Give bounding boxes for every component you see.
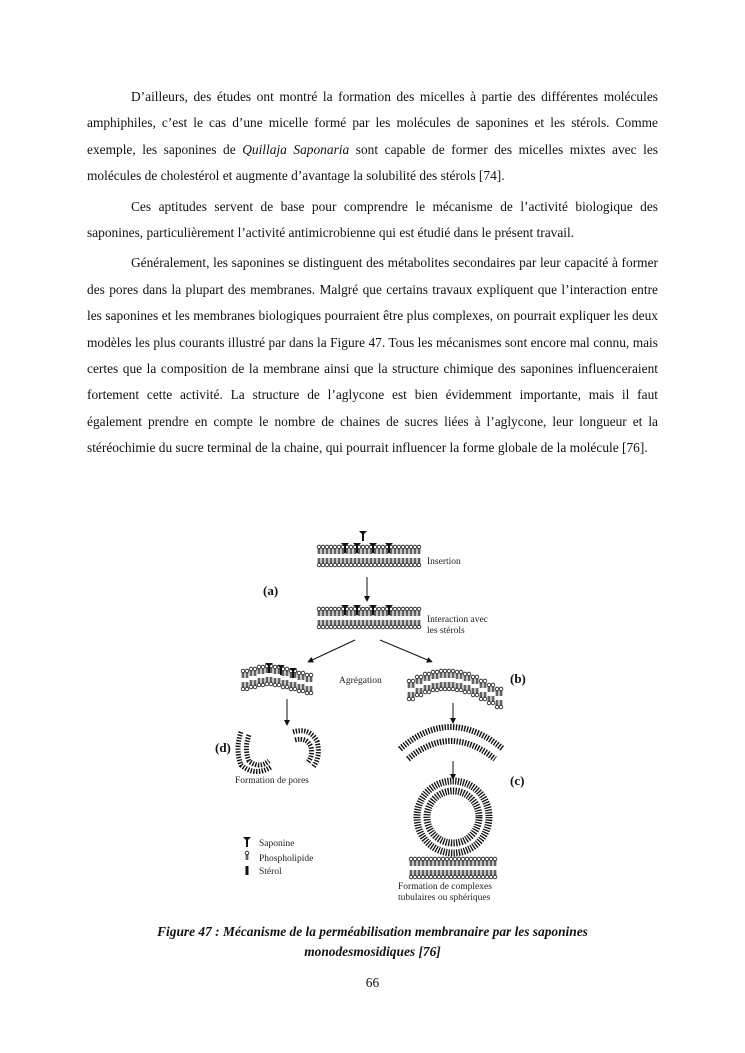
arrow-left xyxy=(310,640,355,661)
bilayer-aggregation xyxy=(241,663,313,695)
label-c: (c) xyxy=(510,773,525,788)
label-complexes-1: Formation de complexes xyxy=(398,882,492,892)
tubular-complex xyxy=(409,857,497,879)
legend xyxy=(243,837,313,877)
bilayer-bent xyxy=(400,727,503,759)
arrow-right xyxy=(380,640,430,661)
label-complexes-2: tubulaires ou sphériques xyxy=(398,893,491,903)
caption-line-2: monodesmosidiques [76] xyxy=(304,944,441,959)
paragraph-1-start: D’ailleurs, des études ont montré la formation des micelles à partie des différentes molécules amphiphiles, c’est le cas d’une micelle formé par les molécules de saponines et les stérols. Comme exemple, les saponines de xyxy=(87,89,658,157)
label-a: (a) xyxy=(263,583,279,598)
species-name: Quillaja Saponaria xyxy=(242,141,350,157)
caption-line-1: Figure 47 : Mécanisme de la perméabilisation membranaire par les saponines xyxy=(157,924,588,939)
page-number: 66 xyxy=(365,975,380,990)
phospholipide-icon xyxy=(245,851,249,860)
label-aggregation: Agrégation xyxy=(339,676,382,686)
saponine-icon xyxy=(243,837,251,847)
legend-sterol: Stérol xyxy=(259,867,282,877)
figure-47 xyxy=(205,527,535,907)
figure-caption xyxy=(87,922,658,962)
legend-saponine: Saponine xyxy=(259,839,295,849)
sterol-icon xyxy=(246,866,249,875)
label-d: (d) xyxy=(215,740,231,755)
body-text xyxy=(87,84,658,466)
label-insertion: Insertion xyxy=(427,557,461,567)
pore-formation xyxy=(238,731,318,772)
spherical-complex xyxy=(417,781,489,853)
label-interaction-1: Interaction avec xyxy=(427,615,488,625)
paragraph-3: Généralement, les saponines se distinguent des métabolites secondaires par leur capacité à former des pores dans la plupart des membranes. Malgré que certains travaux expliquent que l’interaction entre les saponines et les membranes biologiques pourraient être plus complexes, on pourrait expliquer les deux modèles les plus courants illustré par dans la Figure 47. Tous les mécanismes sont encore mal connu, mais certes que la composition de la membrane ainsi que la structure chimique des saponines influenceraient fortement cette activité. La structure de l’aglycone est bien évidemment importante, mais il faut également prendre en compte le nombre de chaines de sucres liées à l’aglycone, leur longueur et la stéréochimie du sucre terminal de la chaine, qui pourrait influencer la forme globale de la molécule [76]. xyxy=(87,255,658,456)
paragraph-1-end: sont capable de former des micelles mixtes avec les molécules de cholestérol et augmente d’avantage la solubilité des stérols [74]. xyxy=(87,141,658,184)
label-b: (b) xyxy=(510,671,526,686)
paragraph-2: Ces aptitudes servent de base pour comprendre le mécanisme de l’activité biologique des saponines, particulièrement l’activité antimicrobienne qui est étudié dans le présent travail. xyxy=(87,198,658,241)
bilayer-sterol-interaction xyxy=(317,605,421,629)
bilayer-insertion xyxy=(317,531,421,567)
bilayer-curving xyxy=(407,669,503,709)
label-pores: Formation de pores xyxy=(235,776,309,786)
label-interaction-2: les stérols xyxy=(427,626,465,636)
membrane-mechanism-diagram xyxy=(205,527,535,907)
paragraph-1 xyxy=(87,84,658,190)
legend-phospholipide: Phospholipide xyxy=(259,854,314,864)
